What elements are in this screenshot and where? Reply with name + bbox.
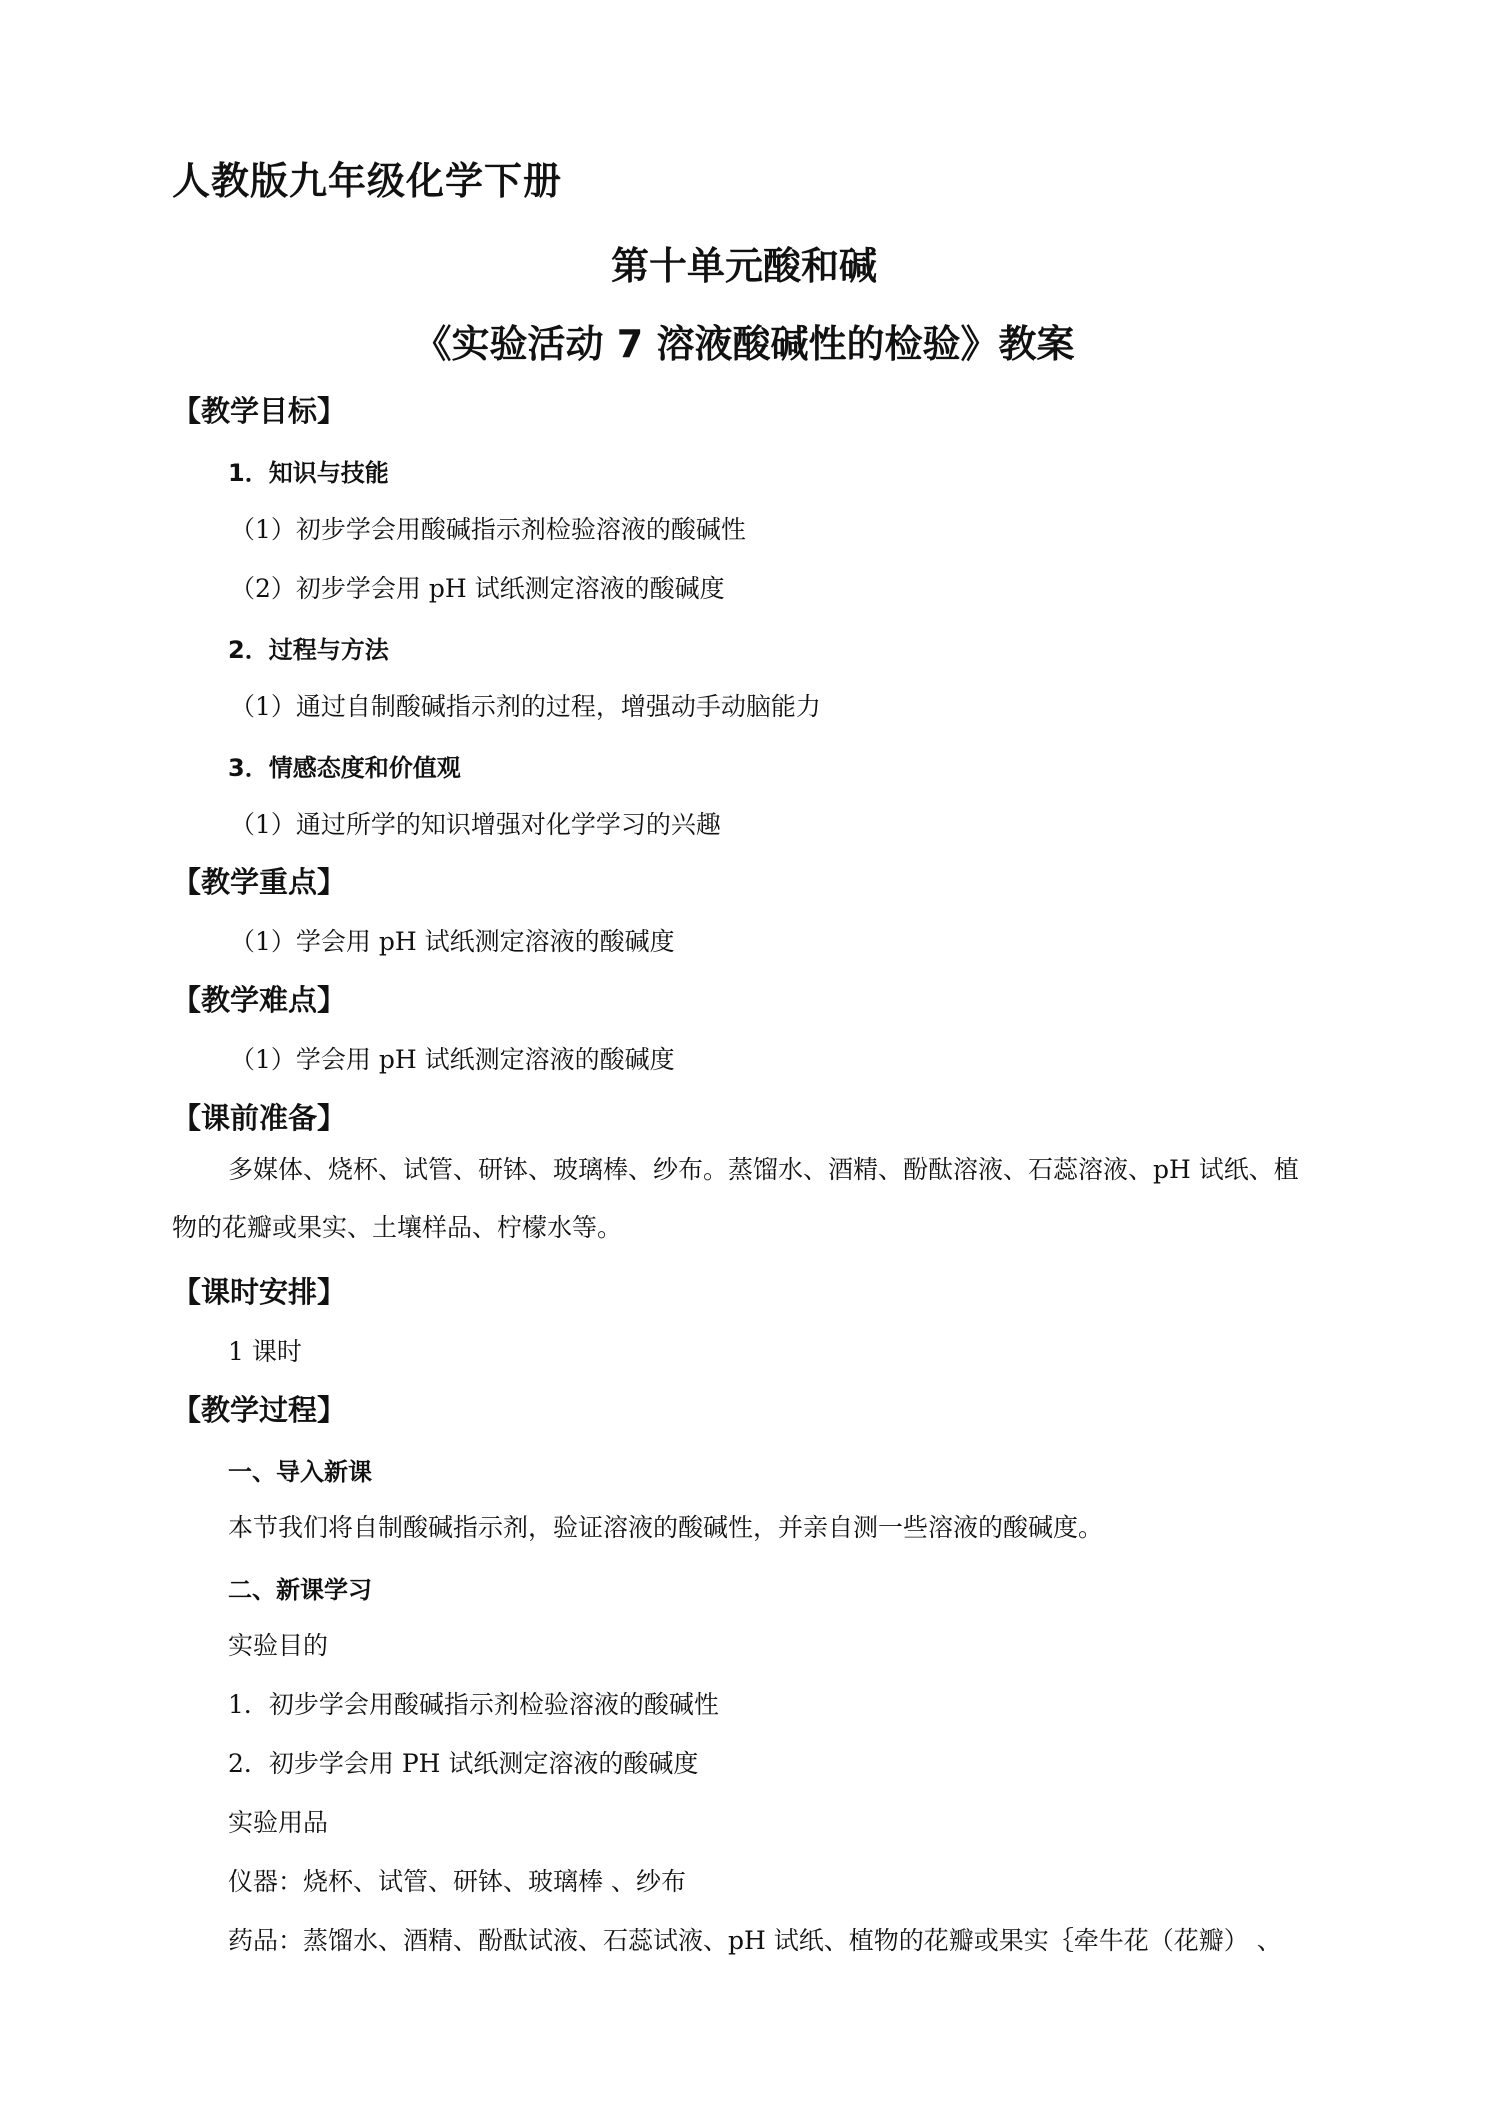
lesson-title: 《实验活动 7 溶液酸碱性的检验》教案 [413, 322, 1075, 366]
preparation-heading: 【课前准备】 [172, 1101, 347, 1135]
knowledge-heading: 1．知识与技能 [228, 459, 389, 487]
difficulties-item: （1）学会用 pH 试纸测定溶液的酸碱度 [230, 1045, 675, 1074]
purpose-label: 实验目的 [228, 1631, 329, 1660]
purpose-item-2: 2．初步学会用 PH 试纸测定溶液的酸碱度 [228, 1749, 699, 1778]
reagents-text: 药品：蒸馏水、酒精、酚酞试液、石蕊试液、pH 试纸、植物的花瓣或果实｛牵牛花（花瓣） 、 [228, 1926, 1282, 1955]
intro-heading: 一、导入新课 [228, 1458, 372, 1486]
document-title: 人教版九年级化学下册 [172, 159, 563, 203]
instruments-text: 仪器：烧杯、试管、研钵、玻璃棒 、纱布 [228, 1867, 686, 1896]
process-method-heading: 2．过程与方法 [228, 636, 389, 664]
objectives-heading: 【教学目标】 [172, 394, 347, 428]
knowledge-item-2: （2）初步学会用 pH 试纸测定溶液的酸碱度 [230, 574, 725, 603]
difficulties-heading: 【教学难点】 [172, 983, 347, 1017]
knowledge-item-1: （1）初步学会用酸碱指示剂检验溶液的酸碱性 [230, 515, 746, 544]
key-points-heading: 【教学重点】 [172, 865, 347, 899]
unit-title: 第十单元酸和碱 [610, 244, 877, 288]
key-points-item: （1）学会用 pH 试纸测定溶液的酸碱度 [230, 927, 675, 956]
intro-text: 本节我们将自制酸碱指示剂，验证溶液的酸碱性，并亲自测一些溶液的酸碱度。 [228, 1513, 1104, 1542]
supplies-label: 实验用品 [228, 1808, 329, 1837]
preparation-text: 多媒体、烧杯、试管、研钵、玻璃棒、纱布。蒸馏水、酒精、酚酞溶液、石蕊溶液、pH 试纸、植物的花瓣或果实、土壤样品、柠檬水等。 [172, 1155, 1299, 1242]
process-method-item-1: （1）通过自制酸碱指示剂的过程，增强动手动脑能力 [230, 692, 821, 721]
purpose-item-1: 1．初步学会用酸碱指示剂检验溶液的酸碱性 [228, 1690, 719, 1719]
teaching-process-heading: 【教学过程】 [172, 1393, 347, 1427]
schedule-heading: 【课时安排】 [172, 1275, 347, 1309]
emotion-heading: 3．情感态度和价值观 [228, 754, 461, 782]
emotion-item-1: （1）通过所学的知识增强对化学学习的兴趣 [230, 810, 721, 839]
new-lesson-heading: 二、新课学习 [228, 1576, 372, 1604]
schedule-text: 1 课时 [228, 1337, 302, 1366]
